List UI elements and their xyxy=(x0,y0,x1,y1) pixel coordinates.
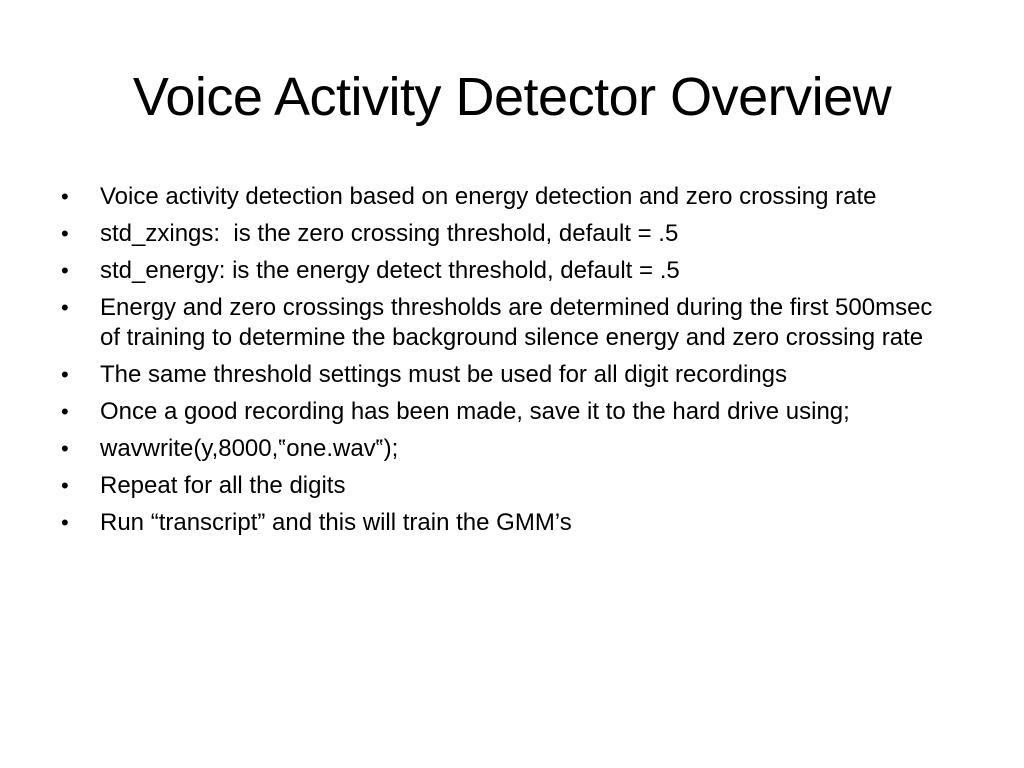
bullet-item xyxy=(58,360,958,390)
bullet-text: Repeat for all the digits xyxy=(100,472,346,499)
bullet-text: The same threshold settings must be used for all digit recordings xyxy=(100,361,788,388)
bullet-item xyxy=(58,508,958,538)
bullet-text: wavwrite(y,8000,‟one.wav‟); xyxy=(100,435,399,462)
bullet-item xyxy=(58,219,958,249)
bullet-item xyxy=(58,397,958,427)
bullet-item xyxy=(58,293,958,353)
bullet-icon: • xyxy=(61,295,69,320)
bullet-icon: • xyxy=(61,258,69,283)
bullet-text: Run “transcript” and this will train the GMM’s xyxy=(100,509,572,536)
bullet-icon: • xyxy=(61,510,69,535)
bullet-item xyxy=(58,471,958,501)
bullet-item xyxy=(58,182,958,212)
bullet-list xyxy=(58,182,958,545)
bullet-text: Energy and zero crossings thresholds are determined during the first 500msec of training to determine the background silence energy and zero crossing rate xyxy=(100,294,933,351)
bullet-text: Once a good recording has been made, save it to the hard drive using; xyxy=(100,398,850,425)
bullet-text: std_energy: is the energy detect threshold, default = .5 xyxy=(100,257,680,284)
bullet-icon: • xyxy=(61,436,69,461)
bullet-icon: • xyxy=(61,473,69,498)
bullet-icon: • xyxy=(61,362,69,387)
bullet-icon: • xyxy=(61,399,69,424)
bullet-icon: • xyxy=(61,221,69,246)
slide-title: Voice Activity Detector Overview xyxy=(132,67,892,127)
bullet-item xyxy=(58,256,958,286)
bullet-item xyxy=(58,434,958,464)
bullet-text: std_zxings: is the zero crossing threshold, default = .5 xyxy=(100,220,679,247)
bullet-icon: • xyxy=(61,184,69,209)
bullet-text: Voice activity detection based on energy detection and zero crossing rate xyxy=(100,183,877,210)
